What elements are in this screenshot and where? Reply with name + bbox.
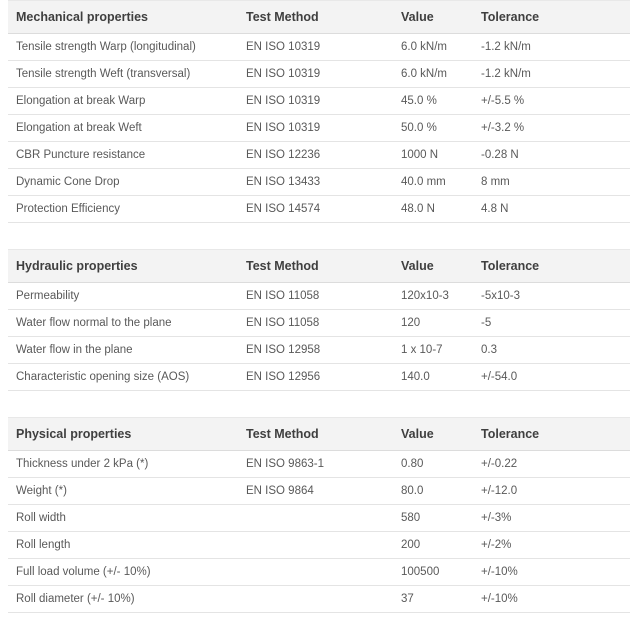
cell-property: Tensile strength Weft (transversal) xyxy=(8,61,238,88)
column-header-test-method: Test Method xyxy=(238,250,393,283)
cell-test-method: EN ISO 9864 xyxy=(238,478,393,505)
table-row xyxy=(8,364,630,391)
cell-tolerance: +/-12.0 xyxy=(473,478,630,505)
cell-tolerance: +/-10% xyxy=(473,559,630,586)
cell-property: Permeability xyxy=(8,283,238,310)
column-header-test-method: Test Method xyxy=(238,1,393,34)
cell-value: 45.0 % xyxy=(393,88,473,115)
table-row xyxy=(8,337,630,364)
cell-property: Thickness under 2 kPa (*) xyxy=(8,451,238,478)
cell-value: 37 xyxy=(393,586,473,613)
cell-tolerance: -5x10-3 xyxy=(473,283,630,310)
cell-property: Protection Efficiency xyxy=(8,196,238,223)
cell-tolerance: -5 xyxy=(473,310,630,337)
table-row xyxy=(8,88,630,115)
cell-property: Water flow in the plane xyxy=(8,337,238,364)
table-row xyxy=(8,61,630,88)
cell-test-method: EN ISO 9863-1 xyxy=(238,451,393,478)
cell-test-method: EN ISO 12956 xyxy=(238,364,393,391)
column-header-tolerance: Tolerance xyxy=(473,250,630,283)
cell-test-method: EN ISO 11058 xyxy=(238,310,393,337)
cell-tolerance: 4.8 N xyxy=(473,196,630,223)
cell-value: 1000 N xyxy=(393,142,473,169)
cell-value: 50.0 % xyxy=(393,115,473,142)
cell-tolerance: 8 mm xyxy=(473,169,630,196)
cell-value: 1 x 10-7 xyxy=(393,337,473,364)
cell-property: Characteristic opening size (AOS) xyxy=(8,364,238,391)
column-header-property: Hydraulic properties xyxy=(8,250,238,283)
table-row xyxy=(8,451,630,478)
cell-tolerance: +/-2% xyxy=(473,532,630,559)
column-header-value: Value xyxy=(393,1,473,34)
cell-test-method xyxy=(238,505,393,532)
column-header-tolerance: Tolerance xyxy=(473,418,630,451)
mechanical-properties-table xyxy=(8,0,630,223)
table-header-row xyxy=(8,1,630,34)
table-row xyxy=(8,586,630,613)
cell-property: Elongation at break Warp xyxy=(8,88,238,115)
cell-test-method: EN ISO 10319 xyxy=(238,115,393,142)
cell-value: 120x10-3 xyxy=(393,283,473,310)
column-header-value: Value xyxy=(393,250,473,283)
cell-property: Dynamic Cone Drop xyxy=(8,169,238,196)
table-row xyxy=(8,310,630,337)
cell-property: CBR Puncture resistance xyxy=(8,142,238,169)
table-row xyxy=(8,283,630,310)
cell-value: 120 xyxy=(393,310,473,337)
cell-value: 40.0 mm xyxy=(393,169,473,196)
hydraulic-properties-table xyxy=(8,249,630,391)
cell-tolerance: +/-3.2 % xyxy=(473,115,630,142)
section-spacer xyxy=(0,391,637,417)
table-row xyxy=(8,169,630,196)
cell-value: 48.0 N xyxy=(393,196,473,223)
cell-value: 6.0 kN/m xyxy=(393,61,473,88)
cell-tolerance: -1.2 kN/m xyxy=(473,34,630,61)
cell-tolerance: +/-5.5 % xyxy=(473,88,630,115)
cell-test-method: EN ISO 14574 xyxy=(238,196,393,223)
cell-test-method: EN ISO 12236 xyxy=(238,142,393,169)
cell-test-method: EN ISO 12958 xyxy=(238,337,393,364)
table-row xyxy=(8,532,630,559)
cell-tolerance: +/-54.0 xyxy=(473,364,630,391)
section-spacer xyxy=(0,223,637,249)
physical-properties-table xyxy=(8,417,630,613)
cell-value: 580 xyxy=(393,505,473,532)
table-row xyxy=(8,559,630,586)
cell-tolerance: -0.28 N xyxy=(473,142,630,169)
table-row xyxy=(8,196,630,223)
table-header-row xyxy=(8,418,630,451)
table-row xyxy=(8,505,630,532)
table-row xyxy=(8,34,630,61)
cell-value: 6.0 kN/m xyxy=(393,34,473,61)
cell-property: Tensile strength Warp (longitudinal) xyxy=(8,34,238,61)
cell-tolerance: +/-10% xyxy=(473,586,630,613)
table-row xyxy=(8,142,630,169)
cell-value: 0.80 xyxy=(393,451,473,478)
cell-property: Full load volume (+/- 10%) xyxy=(8,559,238,586)
cell-property: Roll diameter (+/- 10%) xyxy=(8,586,238,613)
table-header-row xyxy=(8,250,630,283)
cell-value: 100500 xyxy=(393,559,473,586)
cell-test-method: EN ISO 10319 xyxy=(238,61,393,88)
cell-test-method xyxy=(238,586,393,613)
column-header-tolerance: Tolerance xyxy=(473,1,630,34)
cell-test-method: EN ISO 11058 xyxy=(238,283,393,310)
column-header-test-method: Test Method xyxy=(238,418,393,451)
column-header-property: Physical properties xyxy=(8,418,238,451)
cell-tolerance: -1.2 kN/m xyxy=(473,61,630,88)
cell-test-method: EN ISO 10319 xyxy=(238,88,393,115)
cell-value: 80.0 xyxy=(393,478,473,505)
cell-test-method: EN ISO 10319 xyxy=(238,34,393,61)
cell-value: 140.0 xyxy=(393,364,473,391)
cell-value: 200 xyxy=(393,532,473,559)
cell-property: Weight (*) xyxy=(8,478,238,505)
cell-test-method: EN ISO 13433 xyxy=(238,169,393,196)
cell-property: Elongation at break Weft xyxy=(8,115,238,142)
column-header-property: Mechanical properties xyxy=(8,1,238,34)
cell-tolerance: 0.3 xyxy=(473,337,630,364)
cell-test-method xyxy=(238,532,393,559)
column-header-value: Value xyxy=(393,418,473,451)
cell-tolerance: +/-3% xyxy=(473,505,630,532)
cell-property: Roll width xyxy=(8,505,238,532)
cell-property: Water flow normal to the plane xyxy=(8,310,238,337)
table-row xyxy=(8,478,630,505)
table-row xyxy=(8,115,630,142)
cell-test-method xyxy=(238,559,393,586)
cell-property: Roll length xyxy=(8,532,238,559)
cell-tolerance: +/-0.22 xyxy=(473,451,630,478)
